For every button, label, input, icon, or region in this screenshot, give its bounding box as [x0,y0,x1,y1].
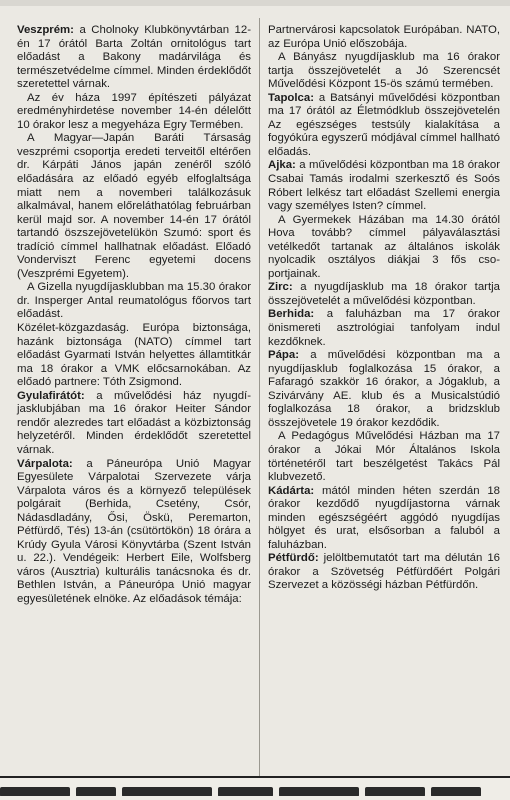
news-text: Partnervárosi kapcsolatok Európában. NATO, az Európa Unió előszobája. [268,24,500,50]
place-name: Veszprém: [17,24,74,36]
news-item [268,308,500,349]
news-text: Az év háza 1997 építészeti pályázat eredményhirdetése november 14-én délelőtt 10 órakor lesz a megyeháza Egry Termében. [17,91,251,131]
news-item [17,458,251,607]
right-column [268,24,500,593]
news-text: Közélet-közgazdaság. Európa biztonsága, hazánk biztonsága (NATO) címmel tart előadást Gyarmati István helyettes államtitkár ma 18 órakor a VMK előcsarnokában. Az előadó partnere: Tóth Zsigmond. [17,322,251,389]
place-name: Zirc: [268,281,293,294]
place-name: Várpalota: [17,457,73,470]
news-text: a művelődési központban ma 18 órakor Csabai Tamás irodalmi szerkesztő és Soós Róbert lelkész tart előadást Szellemi energia vagy személyes Isten? címmel. [268,159,500,213]
news-text: mától minden héten szerdán 18 órakor kezdődő nyugdíjastorna várnak minden egészségéért aggódó nyugdíjas hölgyet és urat, elsősorban a faluból a faluházban. [268,484,500,551]
news-text: a művelődési központban ma a nyugdíjasklub foglalkozása 15 órakor, a Fafaragó szakkör 16 órakor, a Jógaklub, a Szivárvány AE. klub és a Musicalstúdió foglalkozása 18 órakor, a bridzsklub összejövetele 19 órakor kezdődik. [268,349,500,429]
cropped-headline-strip [0,784,510,796]
news-text: a Páneurópa Unió Magyar Egyesülete Várpalotai Szervezete várja Várpalota város és a környező települések polgárait (Berhida, Csetény, Csór, Nádasdladány, Ősi, Öskü, Peremarton, Pétfürdő, Tés) 13-án (csütörtökön) 18 órára a Krúdy Gyula Városi Könyvtárba (Szent István u. 22.). Vendégeik: Herbert Eile, Wolfsberg város (Ausztria) kulturális tanácsnoka és dr. Bethlen István, a Páneurópa Unió magyar egyesületének elnöke. Az előadások témája: [17,457,251,605]
news-item [268,281,500,308]
news-text: a Batsányi művelődési központban ma 17 órától az Életmódklub összejövetelén Az egészséges testsúly kialakítása a fogyókúra egyszerű módjával címmel hallható előadás. [268,91,500,158]
news-text: a Cholnoky Klubkönyvtárban 12-én 17 órától Barta Zoltán ornitológus tart előadást a Bakony madárvilága és természetvédelme címmel. Minden érdeklődőt szeretettel várnak. [17,24,251,91]
news-item [268,214,500,282]
news-text: a faluházban ma 17 órakor önismereti asztrológiai tanfolyam indul kezdőknek. [268,308,500,348]
news-item [268,430,500,484]
news-item [17,92,251,133]
place-name: Gyulafirátót: [17,389,85,402]
place-name: Pétfürdő: [268,552,319,565]
place-name: Ajka: [268,159,296,172]
news-item [268,92,500,160]
left-column [17,24,251,607]
news-item [17,281,251,322]
news-item [17,132,251,281]
news-item [268,159,500,213]
news-text: A Magyar—Japán Baráti Társaság veszprémi csoportja eredeti terveitől eltérően dr. Kárpáti János japán zenéről szóló előadására az előadó egyéb elfoglaltsága miatt nem a novemberi találkozásuk alkalmával, hanem előreláthatólag februárban kerül majd sor. A november 14-én 17 órától tartandó öszszejövetelükön Szumó: sport és tradíció címmel hallhatnak előadást. Előadó Vonderviszt Ferenc egyetemi docens (Veszprémi Egyetem). [17,132,251,280]
place-name: Tapolca: [268,91,314,104]
news-item [17,390,251,458]
place-name: Kádárta: [268,484,315,497]
page-top-edge [0,0,510,6]
news-text: A Bányász nyugdíjasklub ma 16 órakor tartja összejövetelét a Jó Szerencsét Művelődési Központ 15-ös számú termében. [268,51,500,91]
news-text: A Gyermekek Házában ma 14.30 órától Hova tovább? címmel pályaválasztási vetélkedőt tartanak az általános iskolák nyolcadik osztályos diákjai 3 fős csoportjainak. [268,213,500,280]
news-item [17,322,251,390]
news-text: A Gizella nyugdíjasklubban ma 15.30 órakor dr. Insperger Antal reumatológus főorvos tart előadást. [17,281,251,321]
news-item [268,51,500,92]
news-item [17,24,251,92]
news-text: A Pedagógus Művelődési Házban ma 17 órakor a Jókai Mór Általános Iskola történetéről tart beszélgetést Takács Pál klubvezető. [268,430,500,484]
news-text: jelöltbemutatót tart ma délután 16 órakor a Szövetség Pétfürdőért Polgári Szervezet a közösségi házban Pétfürdőn. [268,552,500,592]
news-item [268,24,500,51]
place-name: Pápa: [268,349,300,362]
next-article-headline-band [0,776,510,800]
news-item [268,485,500,553]
news-item [268,552,500,593]
news-text: a nyugdíjasklub ma 18 órakor tartja összejövetelét a művelődési központban. [268,281,500,307]
news-text: a művelődési ház nyugdíjasklubjában ma 16 órakor Heiter Sándor rendőr alezredes tart előadást a közbiztonság helyzetéről. Minden érdeklődőt szeretettel várnak. [17,389,251,456]
column-divider [259,18,260,778]
news-item [268,349,500,430]
place-name: Berhida: [268,308,315,321]
